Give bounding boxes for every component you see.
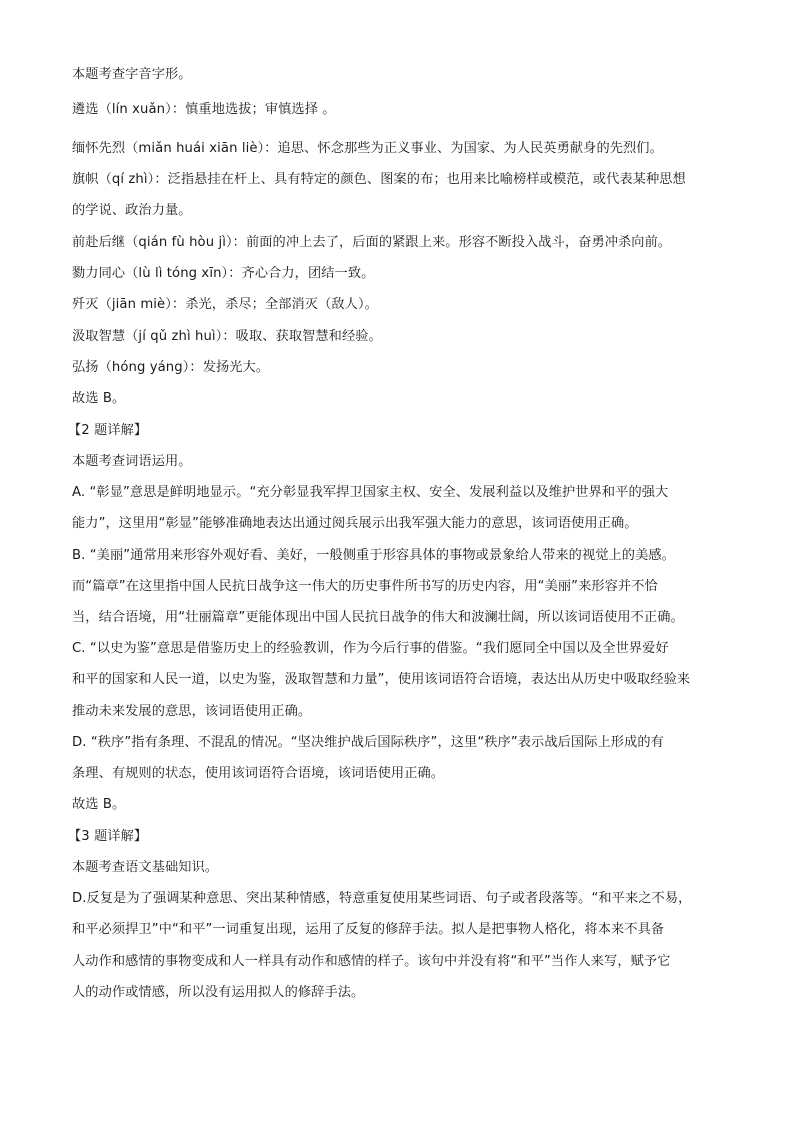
text-line: 旗帜（qí zhì）：泛指悬挂在杆上、具有特定的颜色、图案的布；也用来比喻榜样或模范，或代表某种思想 [72, 172, 686, 187]
text-line: 弘扬（hóng yáng）：发扬光大。 [72, 360, 270, 375]
text-line: 和平必须捍卫”中“和平”一词重复出现，运用了反复的修辞手法。拟人是把事物人格化，将本来不具备 [72, 922, 665, 937]
text-line: C. “以史为鉴”意思是借鉴历史上的经验教训，作为今后行事的借鉴。“我们愿同全中国以及全世界爱好 [72, 641, 669, 656]
text-line: 遴选（lín xuǎn）：慎重地选拔；审慎选择 。 [72, 102, 336, 117]
text-line: D. “秩序”指有条理、不混乱的情况。“坚决维护战后国际秩序”，这里“秩序”表示战后国际上形成的有 [72, 735, 664, 750]
text-line: 能力”，这里用“彰显”能够准确地表达出通过阅兵展示出我军强大能力的意思，该词语使用正确。 [72, 516, 638, 531]
text-line: 人动作和感情的事物变成和人一样具有动作和感情的样子。该句中并没有将“和平”当作人来写，赋予它 [72, 954, 671, 969]
text-line: 而“篇章”在这里指中国人民抗日战争这一伟大的历史事件所书写的历史内容，用“美丽”来形容并不恰 [72, 579, 658, 594]
text-line: 本题考查词语运用。 [72, 454, 192, 469]
text-line: 人的动作或情感，所以没有运用拟人的修辞手法。 [72, 985, 365, 1000]
text-line: B. “美丽”通常用来形容外观好看、美好，一般侧重于形容具体的事物或景象给人带来的视觉上的美感。 [72, 548, 675, 563]
text-line: 本题考查字音字形。 [72, 67, 192, 82]
text-line: 本题考查语文基础知识。 [72, 860, 219, 875]
text-line: 歼灭（jiān miè）：杀光，杀尽；全部消灭（敌人）。 [72, 297, 378, 312]
text-line: 和平的国家和人民一道，以史为鉴，汲取智慧和力量”，使用该词语符合语境，表达出从历史中吸取经验来 [72, 672, 691, 687]
text-line: 的学说、政治力量。 [72, 203, 192, 218]
text-line: 缅怀先烈（miǎn huái xiān liè）：追思、怀念那些为正义事业、为国家、为人民英勇献身的先烈们。 [72, 141, 663, 156]
text-line: 当，结合语境，用“壮丽篇章”更能体现出中国人民抗日战争的伟大和波澜壮阔，所以该词语使用不正确。 [72, 610, 684, 625]
section-heading: 【3 题详解】 [68, 829, 148, 844]
text-line: A. “彰显”意思是鲜明地显示。“充分彰显我军捍卫国家主权、安全、发展利益以及维护世界和平的强大 [72, 485, 669, 500]
text-line: 故选 B。 [72, 391, 126, 406]
text-line: 汲取智慧（jí qǔ zhì huì）：吸取、获取智慧和经验。 [72, 329, 382, 344]
text-line: 勠力同心（lù lì tóng xīn）：齐心合力，团结一致。 [72, 266, 375, 281]
text-line: 故选 B。 [72, 797, 126, 812]
text-line: D.反复是为了强调某种意思、突出某种情感，特意重复使用某些词语、句子或者段落等。“和平来之不易， [72, 891, 692, 906]
text-line: 条理、有规则的状态，使用该词语符合语境，该词语使用正确。 [72, 766, 445, 781]
section-heading: 【2 题详解】 [68, 423, 148, 438]
text-line: 前赴后继（qián fù hòu jì）：前面的冲上去了，后面的紧跟上来。形容不断投入战斗，奋勇冲杀向前。 [72, 235, 672, 250]
text-line: 推动未来发展的意思，该词语使用正确。 [72, 704, 312, 719]
